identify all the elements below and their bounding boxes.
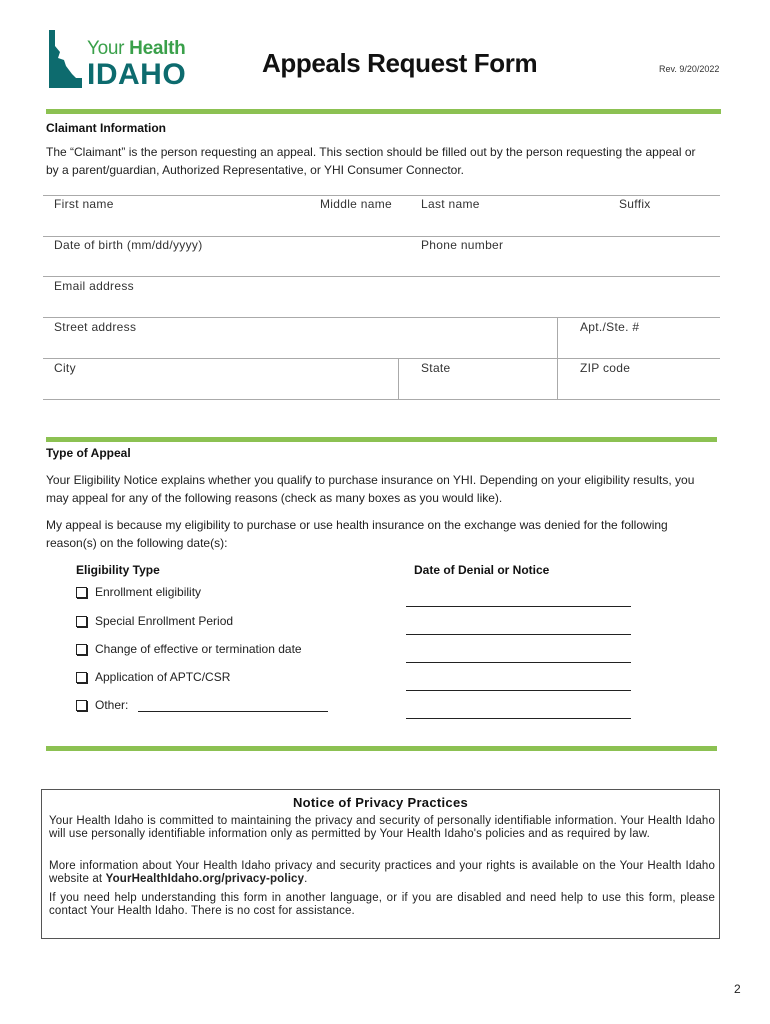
privacy-notice-title: Notice of Privacy Practices bbox=[292, 795, 469, 810]
option-enrollment-eligibility[interactable]: Enrollment eligibility bbox=[76, 585, 201, 599]
option-other[interactable]: Other: bbox=[76, 698, 328, 712]
privacy-paragraph-1: Your Health Idaho is committed to maintaining the privacy and security of personally identifiable information. Your Health Idaho will use personally identifiable information only as permitted by Your Health Idaho's policies and as required by law. bbox=[49, 815, 715, 840]
street-address-field[interactable]: Street address bbox=[54, 320, 137, 334]
privacy-paragraph-3: If you need help understanding this form in another language, or if you are disabled and need help to use this form, please contact Your Health Idaho. There is no cost for assistance. bbox=[49, 892, 715, 917]
grid-line bbox=[43, 276, 720, 277]
privacy-paragraph-2: More information about Your Health Idaho privacy and security practices and your rights is available on the Your Health Idaho website at YourHealthIdaho.org/privacy-policy. bbox=[49, 860, 715, 885]
apt-ste-field[interactable]: Apt./Ste. # bbox=[580, 320, 640, 334]
section-divider bbox=[46, 746, 717, 751]
grid-line bbox=[43, 317, 720, 318]
checkbox-icon[interactable] bbox=[76, 644, 87, 655]
section-divider bbox=[46, 109, 721, 114]
appeal-paragraph-2: My appeal is because my eligibility to purchase or use health insurance on the exchange was denied for the following reason(s) on the following date(s): bbox=[46, 518, 668, 550]
revision-date: Rev. 9/20/2022 bbox=[659, 64, 720, 74]
privacy-policy-link[interactable]: YourHealthIdaho.org/privacy-policy bbox=[105, 873, 305, 885]
state-field[interactable]: State bbox=[421, 361, 451, 375]
suffix-field[interactable]: Suffix bbox=[619, 197, 651, 211]
denial-date-input-1[interactable] bbox=[406, 606, 631, 607]
checkbox-icon[interactable] bbox=[76, 616, 87, 627]
grid-line bbox=[43, 236, 720, 237]
checkbox-icon[interactable] bbox=[76, 672, 87, 683]
middle-name-field[interactable]: Middle name bbox=[320, 197, 393, 211]
logo-wordmark-top: Your Health bbox=[87, 38, 186, 59]
grid-line bbox=[398, 358, 399, 399]
claimant-section-title: Claimant Information bbox=[46, 121, 167, 135]
page-number: 2 bbox=[734, 982, 741, 996]
logo-wordmark-bottom: IDAHO bbox=[87, 58, 187, 91]
zip-code-field[interactable]: ZIP code bbox=[580, 361, 631, 375]
city-field[interactable]: City bbox=[54, 361, 76, 375]
denial-date-input-2[interactable] bbox=[406, 634, 631, 635]
option-special-enrollment-period[interactable]: Special Enrollment Period bbox=[76, 614, 233, 628]
appeal-paragraph-1: Your Eligibility Notice explains whether you qualify to purchase insurance on YHI. Depending on your eligibility results, you may appeal for any of the following reasons (check as many boxes as you would like). bbox=[46, 473, 695, 505]
grid-line bbox=[43, 195, 720, 196]
grid-line bbox=[43, 358, 720, 359]
first-name-field[interactable]: First name bbox=[54, 197, 114, 211]
eligibility-type-header: Eligibility Type bbox=[76, 563, 160, 577]
grid-line bbox=[43, 399, 720, 400]
date-of-birth-field[interactable]: Date of birth (mm/dd/yyyy) bbox=[54, 238, 203, 252]
denial-date-input-3[interactable] bbox=[406, 662, 631, 663]
other-reason-input[interactable] bbox=[138, 698, 328, 712]
page-title: Appeals Request Form bbox=[262, 48, 538, 78]
appeal-section-title: Type of Appeal bbox=[46, 446, 131, 460]
claimant-description: The “Claimant” is the person requesting an appeal. This section should be filled out by the person requesting the appeal or by a parent/guardian, Authorized Representative, or YHI Consumer Connector. bbox=[46, 145, 696, 177]
email-address-field[interactable]: Email address bbox=[54, 279, 134, 293]
option-change-effective-date[interactable]: Change of effective or termination date bbox=[76, 642, 302, 656]
date-of-denial-header: Date of Denial or Notice bbox=[414, 563, 550, 577]
phone-number-field[interactable]: Phone number bbox=[421, 238, 504, 252]
grid-line bbox=[557, 317, 558, 399]
denial-date-input-4[interactable] bbox=[406, 690, 631, 691]
last-name-field[interactable]: Last name bbox=[421, 197, 480, 211]
section-divider bbox=[46, 437, 717, 442]
checkbox-icon[interactable] bbox=[76, 587, 87, 598]
option-application-aptc-csr[interactable]: Application of APTC/CSR bbox=[76, 670, 230, 684]
denial-date-input-5[interactable] bbox=[406, 718, 631, 719]
checkbox-icon[interactable] bbox=[76, 700, 87, 711]
